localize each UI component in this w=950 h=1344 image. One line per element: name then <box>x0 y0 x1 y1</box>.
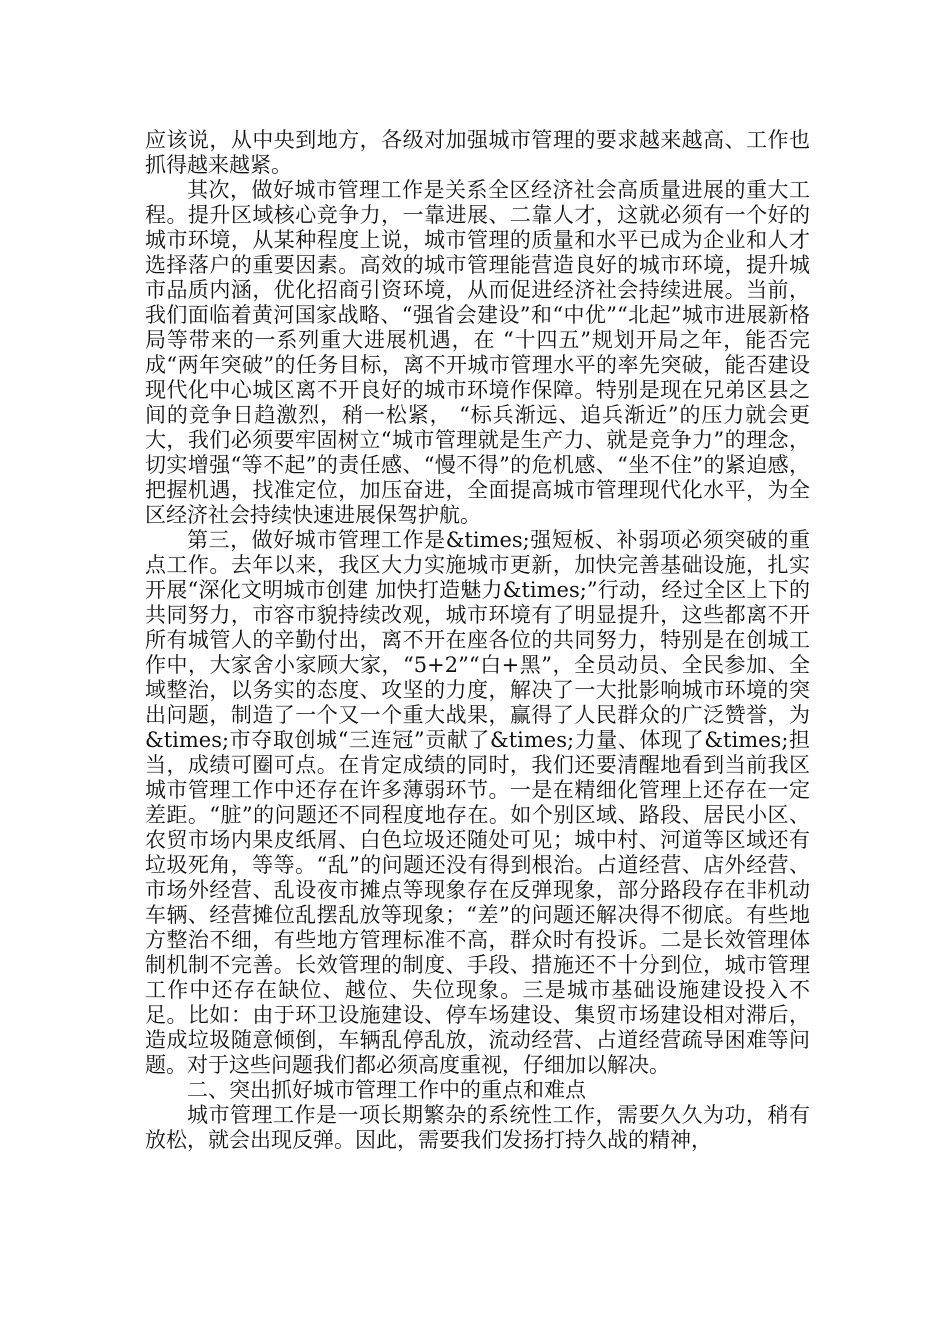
paragraph-second-point: 其次，做好城市管理工作是关系全区经济社会高质量进展的重大工程。提升区域核心竞争力，一靠进展、二靠人才，这就必须有一个好的城市环境，从某种程度上说，城市管理的质量和水平已成为企业和人才选择落户的重要因素。高效的城市管理能营造良好的城市环境，提升城市品质内涵，优化招商引资环境，从而促进经济社会持续进展。当前，我们面临着黄河国家战略、“强省会建设”和“中优”“北起”城市进展新格局等带来的一系列重大进展机遇，在 “十四五”规划开局之年，能否完成“两年突破”的任务目标，离不开城市管理水平的率先突破，能否建设现代化中心城区离不开良好的城市环境作保障。特别是现在兄弟区县之间的竞争日趋激烈，稍一松紧， “标兵渐远、追兵渐近”的压力就会更大，我们必须要牢固树立“城市管理就是生产力、就是竞争力”的理念，切实增强“等不起”的责任感、“慢不得”的危机感、“坐不住”的紧迫感，把握机遇，找准定位，加压奋进，全面提高城市管理现代化水平，为全区经济社会持续快速进展保驾护航。 <box>145 178 810 527</box>
paragraph-third-point: 第三，做好城市管理工作是&times;强短板、补弱项必须突破的重点工作。去年以来，我区大力实施城市更新，加快完善基础设施，扎实开展“深化文明城市创建 加快打造魅力&times;”行动，经过全区上下的共同努力，市容市貌持续改观，城市环境有了明显提升，这些都离不开所有城管人的辛勤付出，离不开在座各位的共同努力，特别是在创城工作中，大家舍小家顾大家，“5+2”“白+黑”，全员动员、全民参加、全域整治，以务实的态度、攻坚的力度，解决了一大批影响城市环境的突出问题，制造了一个又一个重大战果，赢得了人民群众的广泛赞誉，为&times;市夺取创城“三连冠”贡献了&times;力量、体现了&times;担当，成绩可圈可点。在肯定成绩的同时，我们还要清醒地看到当前我区城市管理工作中还存在许多薄弱环节。一是在精细化管理上还存在一定差距。“脏”的问题还不同程度地存在。如个别区域、路段、居民小区、农贸市场内果皮纸屑、白色垃圾还随处可见；城中村、河道等区域还有垃圾死角，等等。“乱”的问题还没有得到根治。占道经营、店外经营、市场外经营、乱设夜市摊点等现象存在反弹现象，部分路段存在非机动车辆、经营摊位乱摆乱放等现象；“差”的问题还解决得不彻底。有些地方整治不细，有些地方管理标准不高，群众时有投诉。二是长效管理体制机制不完善。长效管理的制度、手段、措施还不十分到位，城市管理工作中还存在缺位、越位、失位现象。三是城市基础设施建设投入不足。比如：由于环卫设施建设、停车场建设、集贸市场建设相对滞后，造成垃圾随意倾倒，车辆乱停乱放，流动经营、占道经营疏导困难等问题。对于这些问题我们都必须高度重视，仔细加以解决。 <box>145 528 810 1077</box>
document-page <box>145 128 810 1153</box>
paragraph-intro: 应该说，从中央到地方，各级对加强城市管理的要求越来越高、工作也抓得越来越紧。 <box>145 128 810 177</box>
section-heading: 二、突出抓好城市管理工作中的重点和难点 <box>187 1078 586 1102</box>
paragraph-section-intro: 城市管理工作是一项长期繁杂的系统性工作，需要久久为功，稍有放松，就会出现反弹。因此，需要我们发扬打持久战的精神， <box>145 1103 810 1152</box>
